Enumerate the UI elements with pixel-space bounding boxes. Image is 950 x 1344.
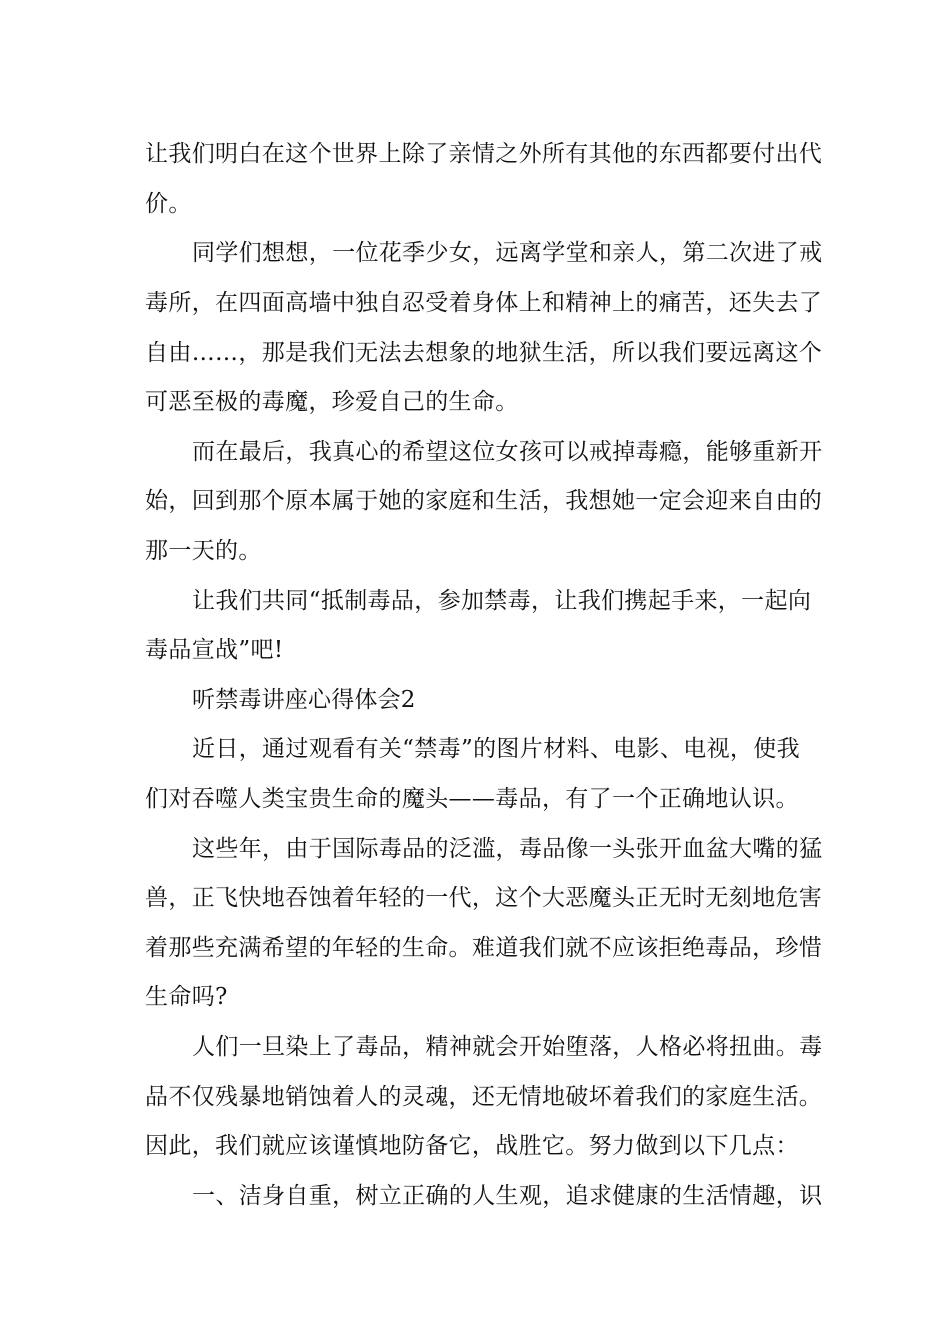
paragraph-line: 价。: [145, 191, 192, 217]
paragraph-line: 生命吗?: [145, 984, 228, 1010]
paragraph-line: 可恶至极的毒魔，珍爱自己的生命。: [145, 389, 519, 415]
paragraph-line: 而在最后，我真心的希望这位女孩可以戒掉毒瘾，能够重新开: [192, 439, 823, 465]
section-heading: 听禁毒讲座心得体会2: [192, 687, 416, 713]
paragraph-line: 人们一旦染上了毒品，精神就会开始堕落，人格必将扭曲。毒: [192, 1034, 823, 1060]
paragraph-line: 始，回到那个原本属于她的家庭和生活，我想她一定会迎来自由的: [145, 488, 823, 514]
paragraph-line: 兽，正飞快地吞蚀着年轻的一代，这个大恶魔头正无时无刻地危害: [145, 885, 823, 911]
paragraph-line: 自由……，那是我们无法去想象的地狱生活，所以我们要远离这个: [145, 340, 823, 366]
paragraph-line: 那一天的。: [145, 538, 262, 564]
paragraph-line: 品不仅残暴地销蚀着人的灵魂，还无情地破坏着我们的家庭生活。: [145, 1084, 823, 1110]
paragraph-line: 毒品宣战”吧!: [145, 637, 284, 663]
paragraph-line: 这些年，由于国际毒品的泛滥，毒品像一头张开血盆大嘴的猛: [192, 836, 823, 862]
paragraph-line: 同学们想想，一位花季少女，远离学堂和亲人，第二次进了戒: [192, 240, 823, 266]
paragraph-line: 因此，我们就应该谨慎地防备它，战胜它。努力做到以下几点：: [145, 1133, 799, 1159]
paragraph-line: 让我们明白在这个世界上除了亲情之外所有其他的东西都要付出代: [145, 141, 823, 167]
paragraph-line: 着那些充满希望的年轻的生命。难道我们就不应该拒绝毒品，珍惜: [145, 935, 823, 961]
paragraph-line: 毒所，在四面高墙中独自忍受着身体上和精神上的痛苦，还失去了: [145, 290, 823, 316]
paragraph-line: 让我们共同“抵制毒品，参加禁毒，让我们携起手来，一起向: [192, 588, 812, 614]
paragraph-line: 们对吞噬人类宝贵生命的魔头——毒品，有了一个正确地认识。: [145, 786, 799, 812]
paragraph-line: 一、洁身自重，树立正确的人生观，追求健康的生活情趣，识: [192, 1183, 823, 1209]
paragraph-line: 近日，通过观看有关“禁毒”的图片材料、电影、电视，使我: [192, 736, 800, 762]
